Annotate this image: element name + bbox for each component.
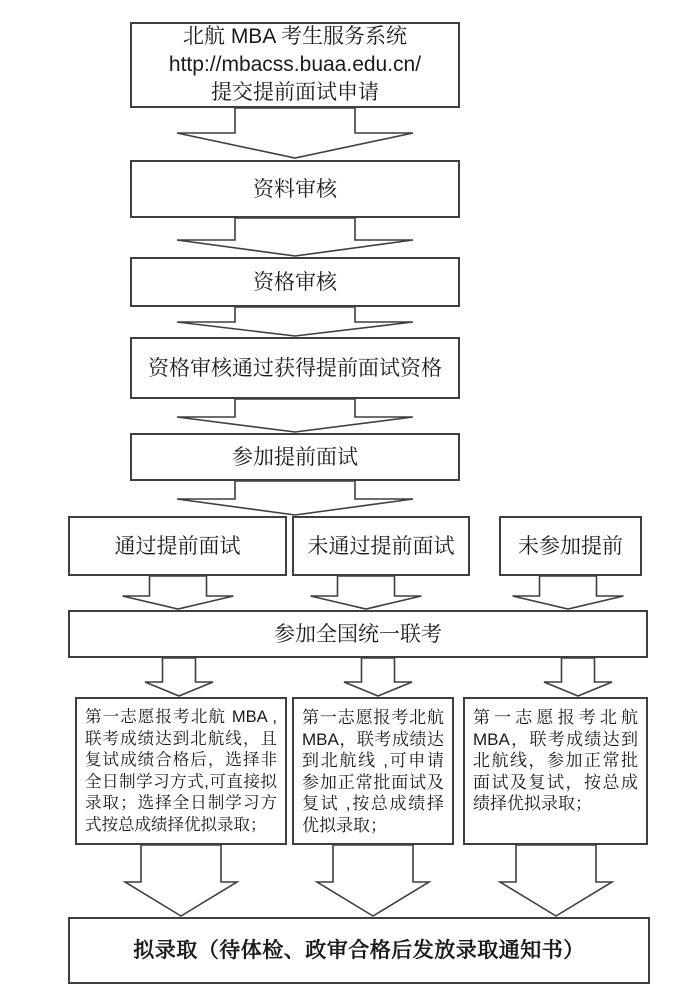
outcome-not-attended-box (463, 697, 648, 845)
branch-not-passed-label: 未通过提前面试 (307, 534, 455, 558)
outcome-not-passed-box (292, 697, 454, 845)
outcome-not-passed-text: 第一志愿报考北航 MBA，联考成绩达到北航线 ,可申请参加正常批面试及复试 ,按总成绩择优拟录取； (302, 708, 444, 835)
material-review-box (130, 160, 460, 218)
branch-not-attended-label: 未参加提前 (518, 534, 623, 558)
start-box-url: http://mbacss.buaa.edu.cn/ (168, 53, 422, 76)
qualification-review-label: 资格审核 (253, 270, 337, 294)
arrow-outcome-not-passed-to-final (317, 845, 429, 916)
arrow-exam-to-outcome-not-passed (344, 658, 412, 696)
branch-not-passed-box (292, 516, 470, 576)
national-exam-box (68, 610, 648, 658)
branch-passed-box (68, 516, 287, 576)
arrow-passed-to-exam (123, 576, 234, 609)
arrow-qualified-to-early-interview (177, 399, 413, 432)
arrow-outcome-passed-to-final (125, 845, 237, 916)
arrow-start-to-material (177, 108, 413, 158)
arrow-outcome-not-attended-to-final (500, 845, 612, 916)
arrow-material-to-qualification (177, 218, 413, 256)
outcome-passed-box (75, 697, 287, 845)
outcome-not-attended-text: 第一志愿报考北航 MBA，联考成绩达到北航线，参加正常批面试及复试，按总成绩择优拟录取； (473, 708, 638, 813)
final-admission-box (68, 917, 650, 984)
arrow-not-attended-to-exam (513, 576, 624, 609)
arrow-qualification-to-qualified (177, 307, 413, 336)
qualification-passed-label: 资格审核通过获得提前面试资格 (148, 356, 442, 380)
start-box-action: 提交提前面试申请 (211, 81, 379, 104)
arrow-exam-to-outcome-passed (145, 658, 213, 696)
outcome-passed-text: 第一志愿报考北航 MBA ,联考成绩达到北航线，且复试成绩合格后，选择非全日制学习方式,可直接拟录取；选择全日制学习方式按总成绩择优拟录取； (85, 708, 277, 834)
attend-early-interview-box (130, 433, 460, 481)
qualification-passed-box (130, 337, 460, 399)
branch-not-attended-box (499, 516, 642, 576)
national-exam-label: 参加全国统一联考 (274, 622, 442, 646)
arrow-exam-to-outcome-not-attended (544, 658, 612, 696)
branch-passed-label: 通过提前面试 (114, 534, 241, 558)
arrow-not-passed-to-exam (311, 576, 422, 609)
attend-early-interview-label: 参加提前面试 (232, 445, 358, 469)
start-box-title: 北航 MBA 考生服务系统 (182, 25, 408, 48)
qualification-review-box (130, 257, 460, 307)
material-review-label: 资料审核 (253, 177, 337, 201)
final-admission-label: 拟录取（待体检、政审合格后发放录取通知书） (133, 938, 585, 962)
arrow-early-interview-to-branches (177, 481, 413, 515)
start-box (130, 22, 460, 108)
